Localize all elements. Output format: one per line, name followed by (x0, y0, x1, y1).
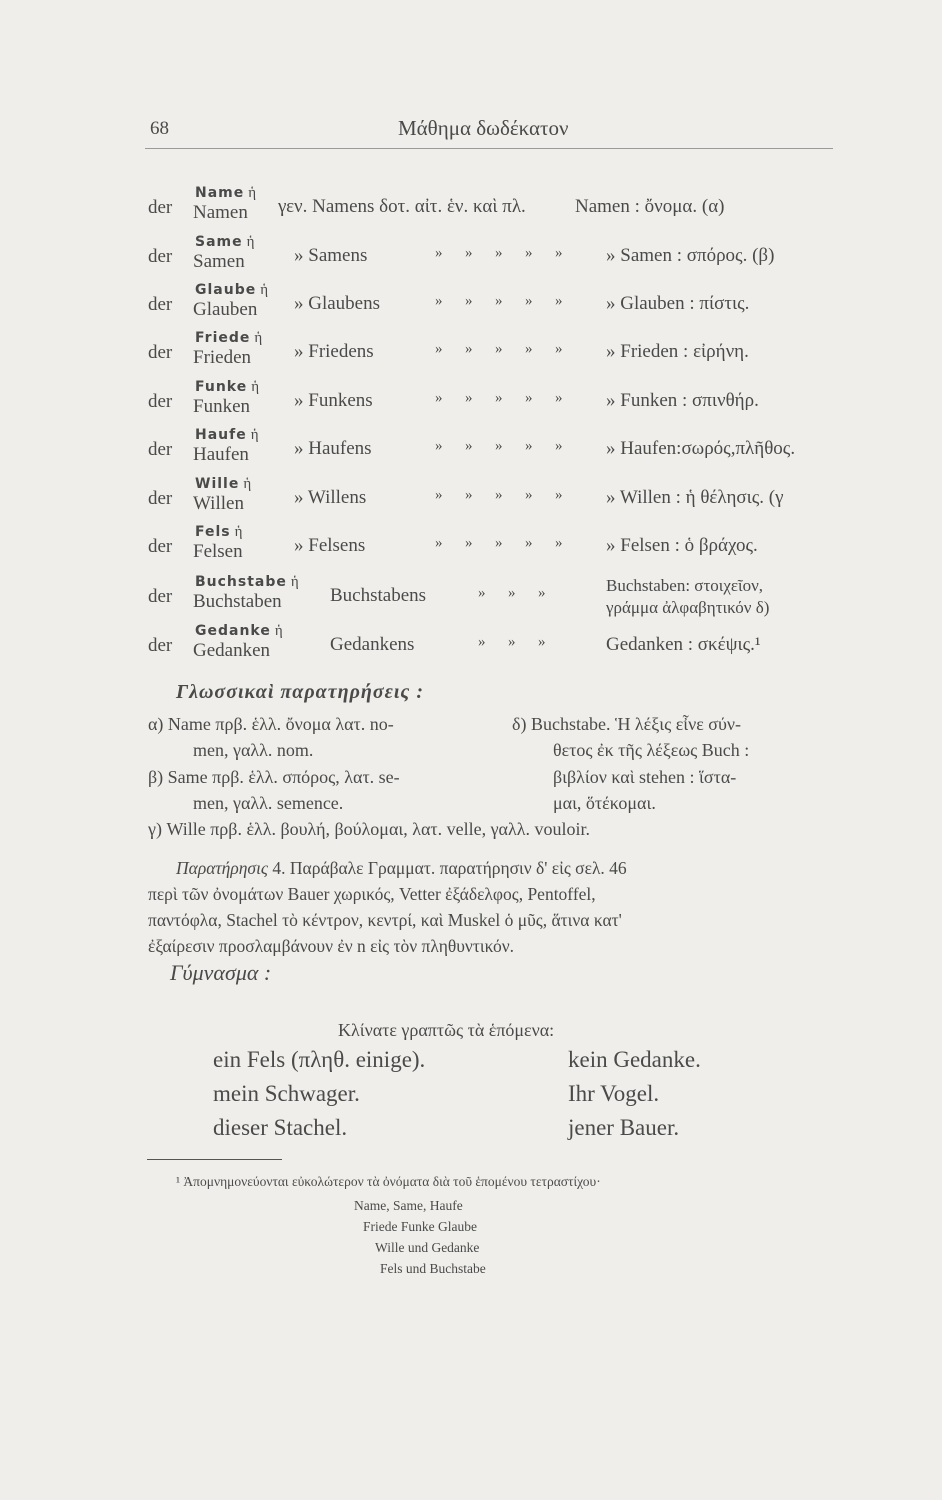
or-particle: ἡ (251, 379, 260, 395)
nominative-alt: Haufen (193, 444, 249, 465)
nominative (195, 427, 259, 444)
plural-and-meaning: Gedanken : σκέψις.¹ (606, 634, 761, 655)
article: der (148, 488, 173, 509)
article: der (148, 391, 173, 412)
article: der (148, 439, 173, 460)
ditto-mark: » (495, 438, 503, 454)
article: der (148, 197, 173, 218)
nominative-alt: Namen (193, 202, 248, 223)
nominative-word: Funke (195, 379, 248, 395)
plural-and-meaning: » Samen : σπόρος. (β) (606, 245, 775, 266)
nominative (195, 476, 251, 493)
nominative-alt: Glauben (193, 299, 258, 320)
ditto-mark: » (495, 341, 503, 357)
gloss-b-line1: β) Same πρβ. ἑλλ. σπόρος, λατ. se- (148, 767, 400, 787)
remark-label: Παρατήρησις (176, 858, 269, 878)
ditto-mark: » (508, 634, 516, 650)
nominative-alt: Buchstaben (193, 591, 282, 612)
remark-line1 (176, 858, 627, 879)
nominative (195, 330, 262, 347)
exercise-left-2: mein Schwager. (213, 1081, 360, 1106)
ditto-mark: » (555, 245, 563, 261)
ditto-mark: » (495, 293, 503, 309)
header-divider (145, 148, 833, 149)
article: der (148, 536, 173, 557)
gloss-d-line3: βιβλίον καὶ stehen : ἵστα- (553, 767, 737, 787)
ditto-mark: » (555, 390, 563, 406)
gloss-heading: Γλωσσικαὶ παρατηρήσεις : (176, 681, 424, 703)
exercise-right-2: Ihr Vogel. (568, 1081, 660, 1106)
article: der (148, 246, 173, 267)
ditto-marks (435, 293, 585, 310)
ditto-mark: » (478, 585, 486, 601)
declension-row (0, 524, 942, 574)
ditto-mark: » (465, 390, 473, 406)
ditto-mark: » (435, 535, 443, 551)
or-particle: ἡ (274, 623, 283, 639)
ditto-marks (435, 438, 585, 455)
gloss-d-line1: δ) Buchstabe. Ἡ λέξις εἶνε σύν- (512, 714, 742, 734)
ditto-mark: » (465, 341, 473, 357)
ditto-mark: » (435, 293, 443, 309)
ditto-mark: » (465, 535, 473, 551)
footnote-divider (147, 1159, 282, 1160)
nominative-word: Gedanke (195, 623, 271, 639)
ditto-mark: » (435, 487, 443, 503)
remark-line4: ἐξαίρεσιν προσλαμβάνουν ἐν n εἰς τὸν πληθυντικόν. (148, 936, 515, 956)
remark-line2: περὶ τῶν ὀνομάτων Bauer χωρικός, Vetter ἐξάδελφος, Pentoffel, (148, 884, 596, 904)
ditto-mark: » (555, 341, 563, 357)
exercise-left-1: ein Fels (πληθ. einige). (213, 1047, 426, 1072)
nominative (195, 574, 299, 591)
declension-row (0, 623, 942, 673)
ditto-mark: » (538, 585, 546, 601)
ditto-mark: » (435, 245, 443, 261)
plural-and-meaning: » Funken : σπινθήρ. (606, 390, 759, 411)
or-particle: ἡ (290, 574, 299, 590)
or-particle: ἡ (254, 330, 263, 346)
ditto-mark: » (495, 390, 503, 406)
nominative-word: Wille (195, 476, 240, 492)
declension-row (0, 282, 942, 332)
ditto-mark: » (435, 438, 443, 454)
ditto-mark: » (435, 341, 443, 357)
article: der (148, 342, 173, 363)
genitive: » Felsens (294, 535, 366, 556)
nominative-word: Buchstabe (195, 574, 287, 590)
exercise-right-1: kein Gedanke. (568, 1047, 701, 1072)
ditto-mark: » (555, 438, 563, 454)
ditto-mark: » (508, 585, 516, 601)
ditto-mark: » (538, 634, 546, 650)
genitive: γεν. Namens δοτ. αἰτ. ἑν. καὶ πλ. (278, 196, 526, 217)
plural-and-meaning: » Willen : ἡ θέλησις. (γ (606, 487, 784, 508)
gloss-g-line: γ) Wille πρβ. ἑλλ. βουλή, βούλομαι, λατ. velle, γαλλ. vouloir. (148, 819, 590, 839)
exercise-instruction: Κλίνατε γραπτῶς τὰ ἑπόμενα: (338, 1020, 555, 1040)
meaning-continued: γράμμα ἀλφαβητικόν δ) (606, 598, 770, 617)
nominative (195, 282, 268, 299)
or-particle: ἡ (248, 185, 257, 201)
remark-line3: παντόφλα, Stachel τὸ κέντρον, κεντρί, καὶ Muskel ὁ μῦς, ἅτινα κατ' (148, 910, 622, 930)
genitive: » Willens (294, 487, 367, 508)
ditto-marks (435, 390, 585, 407)
nominative-word: Friede (195, 330, 251, 346)
genitive: » Haufens (294, 438, 372, 459)
genitive: » Samens (294, 245, 368, 266)
nominative-alt: Felsen (193, 541, 243, 562)
article: der (148, 586, 173, 607)
ditto-mark: » (555, 293, 563, 309)
ditto-mark: » (525, 438, 533, 454)
nominative-word: Fels (195, 524, 231, 540)
ditto-mark: » (525, 293, 533, 309)
footnote-verse-1: Name, Same, Haufe (354, 1198, 463, 1213)
nominative-alt: Frieden (193, 347, 252, 368)
genitive: Gedankens (330, 634, 415, 655)
gloss-a-line2: men, γαλλ. nom. (193, 740, 314, 760)
footnote-verse-2: Friede Funke Glaube (363, 1219, 477, 1234)
ditto-mark: » (555, 487, 563, 503)
ditto-marks (435, 535, 585, 552)
declension-row (0, 427, 942, 477)
ditto-mark: » (525, 341, 533, 357)
footnote-text: ¹ Ἀπομνημονεύονται εὐκολώτερον τὰ ὀνόματα διὰ τοῦ ἑπομένου τετραστίχου· (176, 1174, 601, 1189)
nominative-word: Name (195, 185, 245, 201)
plural-and-meaning: » Frieden : εἰρήνη. (606, 341, 749, 362)
plural-and-meaning: Buchstaben: στοιχεῖον, (606, 576, 764, 595)
or-particle: ἡ (234, 524, 243, 540)
gloss-d-line2: θετος ἐκ τῆς λέξεως Buch : (553, 740, 750, 760)
gloss-a-line1: α) Name πρβ. ἑλλ. ὄνομα λατ. no- (148, 714, 394, 734)
exercise-label: Γύμνασμα : (170, 960, 272, 985)
nominative-alt: Samen (193, 251, 245, 272)
remark-line1-text: 4. Παράβαλε Γραμματ. παρατήρησιν δ' εἰς σελ. 46 (272, 858, 627, 878)
genitive: » Glaubens (294, 293, 381, 314)
nominative (195, 185, 256, 202)
ditto-mark: » (435, 390, 443, 406)
ditto-mark: » (525, 245, 533, 261)
plural-and-meaning: » Felsen : ὁ βράχος. (606, 535, 758, 556)
nominative (195, 234, 254, 251)
article: der (148, 294, 173, 315)
article: der (148, 635, 173, 656)
ditto-mark: » (555, 535, 563, 551)
or-particle: ἡ (243, 476, 252, 492)
page-number: 68 (150, 118, 169, 139)
plural-and-meaning: » Glauben : πίστις. (606, 293, 750, 314)
nominative-alt: Willen (193, 493, 244, 514)
nominative (195, 623, 283, 640)
plural-and-meaning: Namen : ὄνομα. (α) (575, 196, 725, 217)
footnote-verse-4: Fels und Buchstabe (380, 1261, 486, 1276)
ditto-mark: » (495, 245, 503, 261)
nominative (195, 524, 242, 541)
ditto-mark: » (465, 245, 473, 261)
gloss-d-line4: μαι, ὅτέκομαι. (553, 793, 656, 813)
ditto-mark: » (495, 535, 503, 551)
declension-row (0, 379, 942, 429)
or-particle: ἡ (250, 427, 259, 443)
nominative-alt: Funken (193, 396, 250, 417)
ditto-mark: » (478, 634, 486, 650)
or-particle: ἡ (246, 234, 255, 250)
declension-row (0, 185, 942, 235)
genitive: » Friedens (294, 341, 374, 362)
or-particle: ἡ (260, 282, 269, 298)
genitive: Buchstabens (330, 585, 427, 606)
declension-row (0, 574, 942, 624)
ditto-marks (435, 487, 585, 504)
declension-row (0, 476, 942, 526)
footnote-verse-3: Wille und Gedanke (375, 1240, 480, 1255)
ditto-mark: » (495, 487, 503, 503)
declension-row (0, 330, 942, 380)
ditto-marks (435, 245, 585, 262)
ditto-mark: » (465, 293, 473, 309)
ditto-marks (435, 341, 585, 358)
genitive: » Funkens (294, 390, 373, 411)
page-title: Μάθημα δωδέκατον (398, 116, 569, 140)
ditto-mark: » (465, 487, 473, 503)
declension-row (0, 234, 942, 284)
nominative-word: Haufe (195, 427, 247, 443)
nominative-word: Glaube (195, 282, 257, 298)
ditto-marks (478, 585, 568, 602)
nominative-alt: Gedanken (193, 640, 271, 661)
exercise-left-3: dieser Stachel. (213, 1115, 348, 1140)
gloss-b-line2: men, γαλλ. semence. (193, 793, 344, 813)
ditto-marks (478, 634, 568, 651)
ditto-mark: » (525, 487, 533, 503)
nominative (195, 379, 259, 396)
plural-and-meaning: » Haufen:σωρός,πλῆθος. (606, 438, 796, 459)
ditto-mark: » (525, 390, 533, 406)
ditto-mark: » (525, 535, 533, 551)
ditto-mark: » (465, 438, 473, 454)
exercise-right-3: jener Bauer. (568, 1115, 680, 1140)
nominative-word: Same (195, 234, 243, 250)
